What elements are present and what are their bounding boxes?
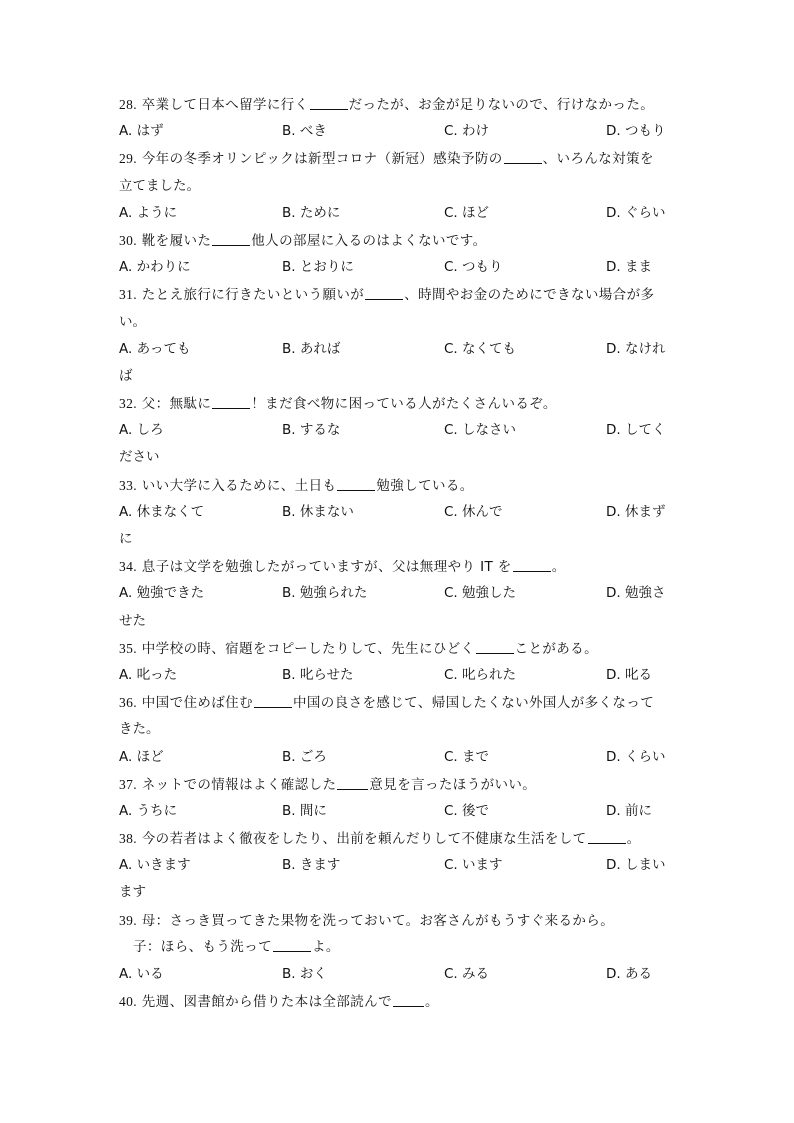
question-number: 31. — [119, 287, 138, 303]
question-number: 37. — [119, 776, 138, 792]
question-number: 36. — [119, 695, 138, 711]
option-c: C. 後で — [444, 802, 490, 819]
question-number: 28. — [119, 97, 138, 112]
option-d: D. 前に — [606, 802, 652, 819]
option-a: A. ほど — [119, 748, 164, 765]
stem-text-before: 先週、図書館から借りた本は全部読んで — [141, 994, 392, 1011]
answer-options — [119, 852, 674, 879]
option-d: D. ある — [606, 966, 652, 982]
stem-text-before: ネットでの情報はよく確認した — [141, 776, 337, 793]
answer-options — [119, 254, 674, 281]
stem-text-before: いい大学に入るために、土日も — [141, 477, 337, 494]
question-stem — [119, 390, 674, 417]
answer-blank — [254, 693, 292, 708]
stem-text-before: 父：無駄に — [141, 396, 212, 413]
dialogue-child-end: よ。 — [312, 938, 340, 955]
stem-text-after: 意見を言ったほうがいい。 — [369, 776, 537, 793]
question-stem — [119, 825, 674, 852]
option-c: C. なくても — [444, 340, 517, 357]
answer-options — [119, 798, 674, 825]
question-stem — [119, 907, 674, 934]
question-stem — [119, 635, 674, 662]
question-stem — [119, 91, 674, 118]
option-a: A. はず — [119, 123, 164, 140]
option-c: C. みる — [444, 966, 490, 982]
option-c: C. まで — [444, 748, 490, 765]
stem-text-before: 卒業して日本へ留学に行く — [141, 97, 309, 113]
question-stem — [119, 472, 674, 499]
stem-text-after: 、時間やお金のためにできない場合が多 — [404, 287, 655, 304]
stem-text-after: 。 — [424, 994, 439, 1011]
option-c: C. 休んで — [444, 503, 503, 520]
stem-text-before: 今の若者はよく徹夜をしたり、出前を頼んだりして不健康な生活をして — [141, 831, 587, 848]
option-b: B. ごろ — [282, 748, 327, 765]
option-a: A. かわりに — [119, 259, 191, 276]
answer-options — [119, 118, 674, 145]
answer-blank — [513, 557, 551, 572]
stem-text-before: 中国で住めば住む — [141, 695, 253, 712]
option-a: A. うちに — [119, 802, 178, 819]
option-c: C. つもり — [444, 259, 503, 276]
option-d: D. ぐらい — [606, 204, 666, 221]
stem-continuation: きた。 — [119, 721, 160, 738]
stem-text-after: だったが、お金が足りないので、行けなかった。 — [348, 97, 655, 113]
question-number: 32. — [119, 396, 138, 412]
option-a: A. 勉強できた — [119, 585, 205, 602]
option-continuation: ださい — [119, 449, 160, 466]
answer-blank — [393, 992, 424, 1007]
answer-blank — [310, 95, 348, 110]
stem-text-after: 勉強している。 — [376, 477, 474, 494]
option-b: B. 休まない — [282, 503, 354, 520]
option-a: A. いきます — [119, 857, 191, 874]
stem-text-after: 中国の良さを感じて、帰国したくない外国人が多くなって — [292, 695, 655, 712]
answer-blank — [337, 476, 375, 491]
answer-blank — [212, 231, 250, 246]
option-b: B. 叱らせた — [282, 666, 354, 683]
option-d: D. しまい — [606, 857, 666, 874]
stem-text-after: 、いろんな対策を — [542, 151, 654, 168]
question-number: 34. — [119, 559, 138, 575]
answer-blank — [365, 285, 403, 300]
option-a: A. いる — [119, 966, 164, 982]
option-b: B. するな — [282, 422, 341, 439]
question-stem — [119, 145, 674, 172]
option-d: D. 勉強さ — [606, 585, 666, 602]
answer-options — [119, 200, 674, 227]
answer-options — [119, 336, 674, 363]
option-c: C. ほど — [444, 204, 490, 221]
option-a: A. 休まなくて — [119, 503, 205, 520]
question-stem — [119, 988, 674, 1015]
question-stem — [119, 689, 674, 716]
option-a: A. ように — [119, 204, 178, 221]
option-continuation: に — [119, 531, 133, 547]
answer-options — [119, 961, 674, 988]
stem-text-before: 今年の冬季オリンピックは新型コロナ（新冠）感染予防の — [141, 151, 503, 168]
answer-blank — [476, 639, 514, 654]
option-continuation: ば — [119, 367, 133, 384]
question-number: 40. — [119, 994, 138, 1010]
question-number: 29. — [119, 151, 138, 167]
option-a: A. しろ — [119, 422, 164, 439]
option-c: C. 叱られた — [444, 666, 517, 683]
option-continuation: せた — [119, 612, 146, 629]
question-list — [119, 91, 674, 1015]
option-a: A. 叱った — [119, 666, 178, 683]
stem-text-before: 靴を履いた — [141, 232, 212, 249]
stem-continuation: い。 — [119, 313, 146, 330]
option-b: B. 間に — [282, 802, 327, 819]
answer-blank — [273, 937, 311, 952]
dialogue-mother: 母：さっき買ってきた果物を洗っておいて。お客さんがもうすぐ来るから。 — [141, 912, 615, 929]
stem-text-after: 。 — [551, 559, 566, 576]
question-number: 39. — [119, 912, 138, 928]
answer-options — [119, 662, 674, 689]
stem-text-before: 息子は文学を勉強したがっていますが、父は無理やり IT を — [141, 559, 512, 576]
question-stem — [119, 281, 674, 308]
question-number: 38. — [119, 831, 138, 847]
question-number: 35. — [119, 640, 138, 656]
option-d: D. まま — [606, 259, 652, 276]
option-b: B. とおりに — [282, 259, 354, 276]
option-c: C. わけ — [444, 123, 490, 140]
question-number: 33. — [119, 477, 138, 493]
option-b: B. ために — [282, 204, 341, 221]
answer-options — [119, 417, 674, 444]
stem-text-after: ！まだ食べ物に困っている人がたくさんいるぞ。 — [251, 396, 557, 413]
option-continuation: ます — [119, 884, 146, 901]
dialogue-child: 子：ほら、もう洗って — [133, 938, 272, 955]
question-number: 30. — [119, 232, 138, 248]
stem-continuation: 立てました。 — [119, 177, 200, 194]
stem-text-after: ことがある。 — [514, 640, 598, 657]
option-d: D. 叱る — [606, 666, 652, 683]
option-d: D. なけれ — [606, 340, 666, 357]
answer-options — [119, 744, 674, 771]
option-d: D. くらい — [606, 748, 666, 765]
stem-text-before: 中学校の時、宿題をコピーしたりして、先生にひどく — [141, 640, 475, 657]
option-d: D. 休まず — [606, 503, 666, 520]
option-c: C. しなさい — [444, 422, 517, 439]
option-d: D. してく — [606, 422, 666, 439]
answer-options — [119, 499, 674, 526]
option-b: B. あれば — [282, 340, 341, 357]
answer-blank — [588, 829, 626, 844]
option-a: A. あっても — [119, 340, 191, 357]
option-d: D. つもり — [606, 123, 666, 140]
stem-text-after: 。 — [626, 831, 641, 848]
answer-blank — [504, 149, 542, 164]
option-c: C. います — [444, 857, 503, 874]
stem-text-after: 他人の部屋に入るのはよくないです。 — [251, 232, 487, 249]
option-c: C. 勉強した — [444, 585, 517, 602]
dialogue-child-line — [119, 934, 674, 961]
option-b: B. おく — [282, 966, 327, 982]
question-stem — [119, 771, 674, 798]
question-stem — [119, 227, 674, 254]
question-stem — [119, 553, 674, 580]
answer-options — [119, 580, 674, 607]
answer-blank — [212, 394, 250, 409]
option-b: B. きます — [282, 857, 341, 874]
option-b: B. 勉強られた — [282, 585, 368, 602]
answer-blank — [337, 775, 368, 790]
option-b: B. べき — [282, 123, 327, 140]
stem-text-before: たとえ旅行に行きたいという願いが — [141, 287, 365, 304]
